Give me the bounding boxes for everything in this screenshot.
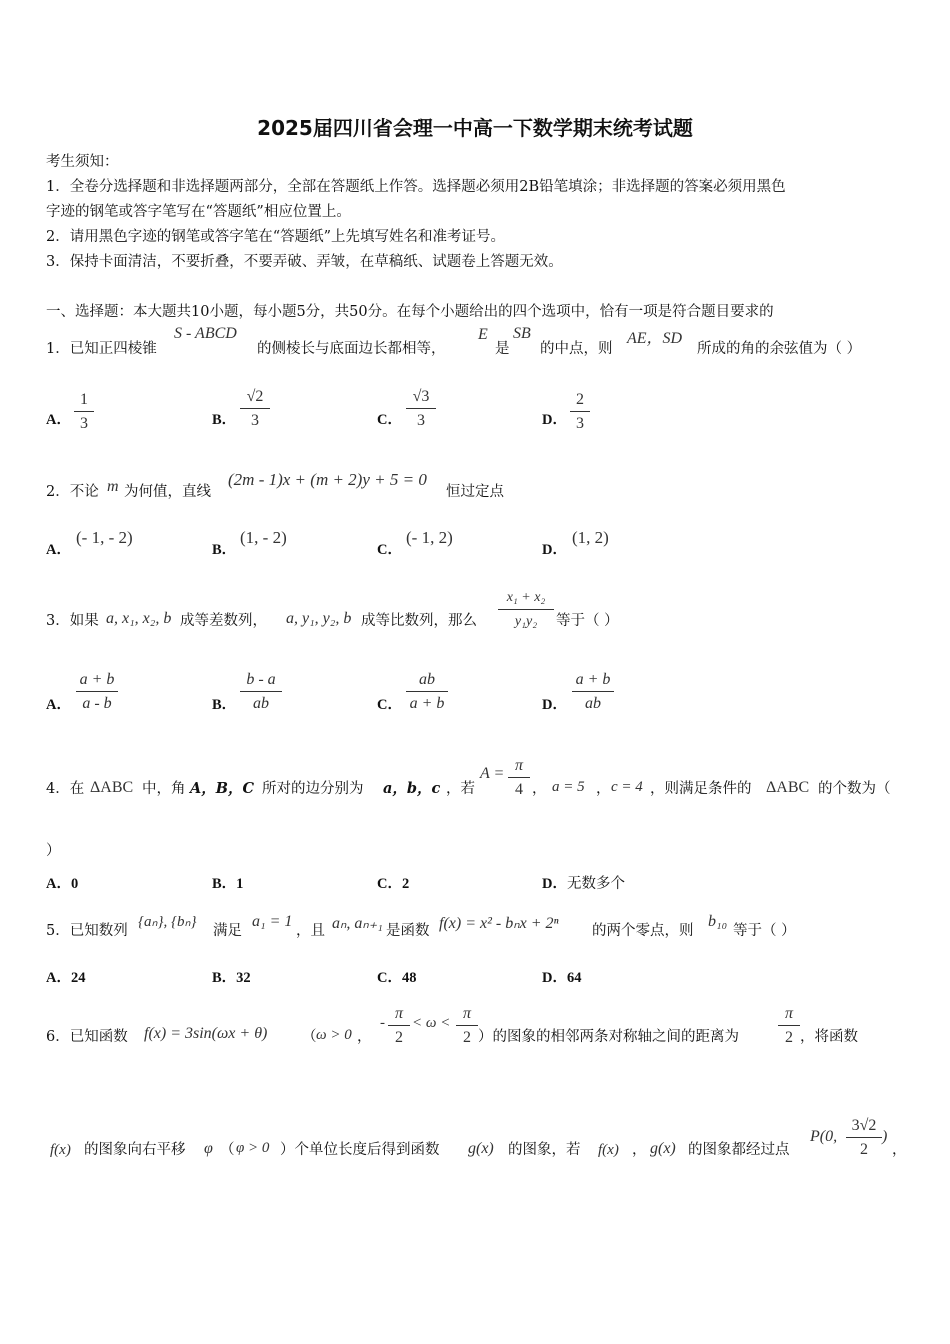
q3-option-b-value[interactable]: $\frac{b - a}{ab}$	[240, 670, 282, 714]
q2-option-d-value[interactable]: (1, 2)	[572, 528, 609, 547]
q4-math: ΔABC	[766, 779, 810, 796]
q2-text: 2．不论	[46, 484, 99, 500]
q4-text: 中，角	[142, 781, 186, 797]
q1-text: 是	[495, 341, 510, 357]
q5-text: 的两个零点，则	[592, 923, 694, 939]
q1-option-b-label[interactable]: B．	[212, 412, 237, 428]
q3-option-d-label[interactable]: D．	[542, 697, 567, 713]
q4-text: A，B，C	[190, 780, 255, 797]
q1-option-c-label[interactable]: C．	[377, 412, 402, 428]
q6-text: 的图象向右平移	[84, 1142, 186, 1158]
notice-item: 字迹的钢笔或答字笔写在“答题纸”相应位置上。	[46, 204, 351, 220]
q3-option-d-value[interactable]: $\frac{a + b}{ab}$	[572, 670, 614, 714]
q3-text: 成等差数列，	[180, 613, 267, 629]
q2-math: m	[107, 478, 119, 495]
q5-text: 满足	[213, 923, 242, 939]
q1-option-d-label[interactable]: D．	[542, 412, 567, 428]
q6-text: （	[220, 1142, 235, 1158]
notice-item: 1．全卷分选择题和非选择题两部分，全部在答题纸上作答。选择题必须用2B铅笔填涂；非选择题的答案必须用黑色	[46, 179, 786, 195]
q3-option-b-label[interactable]: B．	[212, 697, 237, 713]
q6-text: ，	[357, 1029, 372, 1045]
q4-text: 的个数为（	[818, 781, 891, 797]
q4-text: 4．在	[46, 781, 85, 797]
q4-option-d[interactable]: D．无数多个	[542, 876, 625, 892]
q6-math: )	[882, 1128, 888, 1145]
q1-option-a-value[interactable]: $\frac{1}{3}$	[74, 390, 94, 434]
q5-math: a₁ = 1	[252, 913, 293, 930]
q6-fraction: $\frac{\pi}{2}$	[778, 1004, 800, 1048]
q6-math: < ω <	[412, 1015, 451, 1031]
q2-option-d-label[interactable]: D．	[542, 542, 567, 558]
q6-text: 6．已知函数	[46, 1029, 128, 1045]
q6-math: P(0,	[810, 1128, 838, 1145]
q6-math: g(x)	[468, 1140, 494, 1157]
q1-math: S - ABCD	[174, 325, 237, 342]
q2-option-b-label[interactable]: B．	[212, 542, 237, 558]
q4-math: ΔABC	[90, 779, 134, 796]
q5-math: b₁₀	[708, 913, 728, 930]
q6-text: ，	[632, 1142, 647, 1158]
q6-text: ）个单位长度后得到函数	[280, 1142, 440, 1158]
q1-text: 1．已知正四棱锥	[46, 341, 157, 357]
q6-math: ω > 0	[316, 1027, 352, 1043]
q1-text: 所成的角的余弦值为（ ）	[697, 341, 862, 357]
q3-math: a, x₁, x₂, b	[106, 610, 172, 627]
q5-option-a[interactable]: A．24	[46, 970, 86, 986]
q2-option-a-value[interactable]: (- 1, - 2)	[76, 528, 133, 547]
q1-option-c-value[interactable]: $\frac{√3}{3}$	[406, 387, 436, 431]
q6-text: 的图象，若	[508, 1142, 581, 1158]
q2-text: 为何值，直线	[124, 484, 211, 500]
q6-fraction: $\frac{\pi}{2}$	[456, 1004, 478, 1048]
q4-text: 所对的边分别为	[262, 781, 364, 797]
q6-text: ，	[892, 1142, 907, 1158]
q4-option-b[interactable]: B．1	[212, 876, 244, 892]
q5-math: aₙ, aₙ₊₁	[332, 915, 383, 932]
q2-math: (2m - 1)x + (m + 2)y + 5 = 0	[228, 470, 427, 489]
q4-option-c[interactable]: C．2	[377, 876, 410, 892]
q5-text: ，且	[296, 923, 325, 939]
q6-text: 的图象都经过点	[688, 1142, 790, 1158]
q2-option-b-value[interactable]: (1, - 2)	[240, 528, 287, 547]
q4-math: c = 4	[611, 779, 643, 795]
q6-text: （	[302, 1029, 317, 1045]
q4-text: ，	[532, 781, 547, 797]
q5-text: 5．已知数列	[46, 923, 128, 939]
q5-text: 是函数	[386, 923, 430, 939]
q4-math: A =	[480, 765, 505, 782]
q3-text: 3．如果	[46, 613, 99, 629]
q5-option-d[interactable]: D．64	[542, 970, 582, 986]
q1-text: 的中点，则	[540, 341, 613, 357]
q6-math: f(x)	[50, 1142, 71, 1158]
notice-heading: 考生须知：	[46, 154, 119, 170]
q1-math: SB	[513, 325, 531, 342]
q5-text: 等于（ ）	[733, 923, 796, 939]
q6-fraction: $\frac{3√2}{2}$	[846, 1116, 882, 1160]
notice-item: 3．保持卡面清洁，不要折叠，不要弄破、弄皱，在草稿纸、试题卷上答题无效。	[46, 254, 563, 270]
page-title: 2025届四川省会理一中高一下数学期末统考试题	[257, 116, 693, 140]
section-heading: 一、选择题：本大题共10小题，每小题5分，共50分。在每个小题给出的四个选项中，恰有一项是符合题目要求的	[46, 304, 774, 320]
q3-fraction: $\frac{\text{x₁ + x₂}}{\text{y₁y₂}}$	[498, 588, 554, 632]
q4-math: a = 5	[552, 779, 585, 795]
q2-option-a-label[interactable]: A．	[46, 542, 71, 558]
q6-math: φ > 0	[236, 1140, 270, 1156]
q4-text: a，b，c	[383, 780, 441, 797]
q1-math: E	[478, 326, 488, 343]
q6-math: f(x)	[598, 1142, 619, 1158]
q2-text: 恒过定点	[446, 484, 504, 500]
q5-math: f(x) = x² - bₙx + 2ⁿ	[439, 915, 559, 932]
q2-option-c-value[interactable]: (- 1, 2)	[406, 528, 453, 547]
q1-text: 的侧棱长与底面边长都相等，	[257, 341, 446, 357]
q4-text: ）	[46, 843, 61, 859]
q5-math: {aₙ}, {bₙ}	[138, 914, 197, 930]
q1-math: AE，SD	[627, 330, 683, 347]
q3-option-a-value[interactable]: $\frac{a + b}{a - b}$	[76, 670, 118, 714]
q3-text: 成等比数列，那么	[361, 613, 477, 629]
notice-item: 2．请用黑色字迹的钢笔或答字笔在“答题纸”上先填写姓名和准考证号。	[46, 229, 506, 245]
q5-option-c[interactable]: C．48	[377, 970, 417, 986]
q3-option-c-label[interactable]: C．	[377, 697, 402, 713]
q4-text: ，则满足条件的	[650, 781, 752, 797]
q6-math: f(x) = 3sin(ωx + θ)	[144, 1025, 268, 1042]
q1-option-b-value[interactable]: $\frac{√2}{3}$	[240, 387, 270, 431]
q4-fraction: $\frac{\pi}{4}$	[508, 756, 530, 800]
q1-option-a-label[interactable]: A．	[46, 412, 71, 428]
q4-text: ，	[596, 781, 611, 797]
q1-option-d-value[interactable]: $\frac{2}{3}$	[570, 390, 590, 434]
q3-option-c-value[interactable]: $\frac{ab}{a + b}$	[406, 670, 448, 714]
q6-text: ）的图象的相邻两条对称轴之间的距离为	[478, 1029, 739, 1045]
q2-option-c-label[interactable]: C．	[377, 542, 402, 558]
q3-text: 等于（ ）	[556, 613, 619, 629]
q6-math: -	[380, 1015, 385, 1031]
q5-option-b[interactable]: B．32	[212, 970, 251, 986]
q6-text: ，将函数	[800, 1029, 858, 1045]
q6-fraction: $\frac{\pi}{2}$	[388, 1004, 410, 1048]
q6-math: φ	[204, 1140, 213, 1157]
q6-math: g(x)	[650, 1140, 676, 1157]
q3-option-a-label[interactable]: A．	[46, 697, 71, 713]
q4-text: ，若	[446, 781, 475, 797]
q3-math: a, y₁, y₂, b	[286, 610, 352, 627]
q4-option-a[interactable]: A．0	[46, 876, 79, 892]
